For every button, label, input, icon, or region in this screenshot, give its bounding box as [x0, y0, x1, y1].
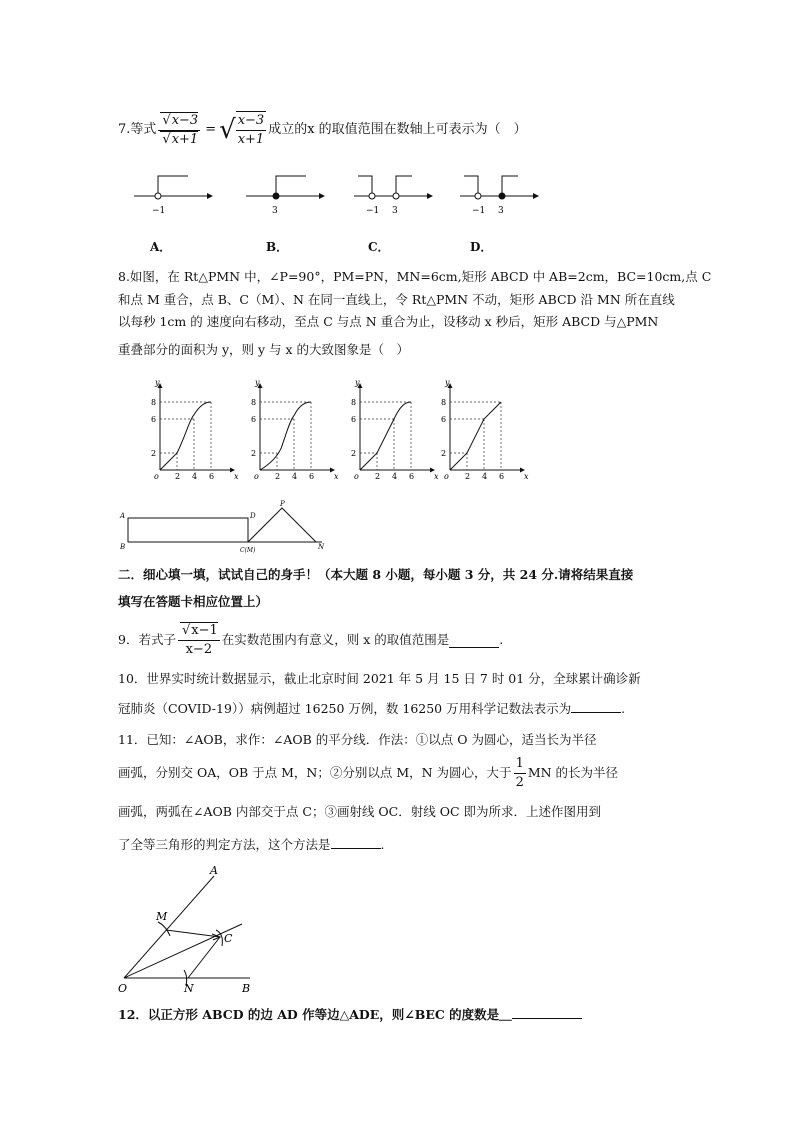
q8-graph-2-ytick-2: 2: [251, 449, 257, 458]
q9-suffix: 在实数范围内有意义，则 x 的取值范围是: [221, 632, 450, 647]
q8-graph-3-ytick-2: 2: [351, 449, 357, 458]
q8-graph-4-xtick-1: 2: [465, 472, 471, 481]
q8-graph-3-xtick-3: 6: [409, 472, 415, 481]
q8-graph-2-ytick-0: 8: [251, 398, 257, 407]
q11-line1: 11．已知：∠AOB，求作：∠AOB 的平分线．作法：①以点 O 为圆心，适当长为半径: [118, 732, 597, 747]
q8-option-graphs: [140, 378, 530, 486]
q7-rhs-den: x+1: [237, 132, 265, 147]
q12-text: 12．以正方形 ABCD 的边 AD 作等边△ADE，则∠BEC 的度数是＿: [118, 1007, 512, 1022]
fig8-label-p: P: [280, 500, 285, 508]
q7-option-d-numberline: [460, 176, 538, 216]
segment-nc: [188, 937, 220, 978]
q10-line2: 冠肺炎（COVID-19））病例超过 16250 万例，数 16250 万用科学记数法表示为: [118, 701, 572, 716]
q8-graph-1-y-label: y: [155, 378, 160, 387]
q8-graph-4-ytick-0: 8: [441, 398, 447, 407]
q8-graph-4-x-label: x: [524, 472, 529, 481]
q8-graph-4-ytick-2: 2: [441, 449, 447, 458]
q11-line4: 了全等三角形的判定方法，这个方法是: [118, 837, 331, 852]
fig8-label-n: N: [318, 543, 325, 551]
q7-lhs-num: √ x−3: [160, 112, 198, 128]
q7-option-a[interactable]: A．: [150, 240, 172, 254]
q8-graph-1-xtick-2: 4: [192, 472, 198, 481]
q11-half-num: 1: [514, 755, 526, 774]
q8-graph-3-ytick-0: 8: [351, 398, 357, 407]
segment-mc: [166, 930, 220, 937]
q8-graph-2-xtick-0: o: [254, 472, 259, 481]
q9-stem: [118, 620, 503, 660]
q11-answer-blank[interactable]: [331, 834, 381, 849]
section2-heading-line2: 填写在答题卡相应位置上）: [118, 594, 269, 609]
q8-graph-3-xtick-2: 4: [392, 472, 398, 481]
q7-d-tick2: 3: [498, 206, 504, 216]
q7-lhs-fraction: [158, 112, 200, 149]
fig8-label-b: B: [120, 543, 126, 551]
q10-answer-blank[interactable]: [571, 698, 621, 713]
q8-graph-4-xtick-0: o: [444, 472, 449, 481]
q12-wrap: [118, 1004, 582, 1024]
q11-figure: [112, 860, 262, 994]
q9-end: .: [499, 632, 504, 647]
q8-graph-2-ytick-1: 6: [251, 415, 257, 424]
q8-figure: [118, 496, 338, 556]
fig8-label-a: A: [120, 512, 126, 520]
q8-graph-2-curve: [260, 402, 311, 470]
q8-line4: 重叠部分的面积为 y，则 y 与 x 的大致图象是（ ）: [118, 342, 410, 357]
q8-graph-1-xtick-3: 6: [209, 472, 215, 481]
q8-graph-2-xtick-3: 6: [309, 472, 315, 481]
q7-suffix: 成立的x 的取值范围在数轴上可表示为（ ）: [268, 122, 527, 137]
q8-line3: 以每秒 1cm 的 速度向右移动，至点 C 与点 N 重合为止，设移动 x 秒后，矩形 ABCD 与△PMN: [118, 314, 659, 329]
q8-graph-3-ytick-1: 6: [351, 415, 357, 424]
q7-number-lines: [120, 168, 540, 228]
q8-graph-1-ytick-1: 6: [151, 415, 157, 424]
q8-graph-2-xtick-1: 2: [275, 472, 281, 481]
fig11-label-o: O: [118, 982, 128, 994]
q7-lhs-den: √ x+1: [160, 131, 198, 147]
q7-option-c-numberline: [354, 176, 432, 216]
q11-line2a: 画弧，分别交 OA，OB 于点 M，N；②分别以点 M，N 为圆心，大于: [118, 765, 512, 780]
q8-graph-4-ytick-1: 6: [441, 415, 447, 424]
q7-option-a-numberline: [134, 176, 212, 216]
q11-line4-wrap: [118, 834, 385, 854]
q10-end: .: [621, 701, 626, 716]
q8-graph-1-ytick-0: 8: [151, 398, 157, 407]
q8-graph-1-curve: [160, 402, 211, 470]
q7-d-tick1: −1: [472, 206, 486, 216]
q7-rhs-num: x−3: [236, 112, 267, 131]
q8-graph-4-curve: [450, 402, 501, 470]
q7-radical-sign: √: [219, 115, 236, 145]
fig11-label-n: N: [184, 982, 194, 994]
fig11-label-c: C: [224, 932, 233, 945]
q7-c-tick2: 3: [392, 206, 398, 216]
q8-graph-4-xtick-2: 4: [482, 472, 488, 481]
q8-graph-1-ytick-2: 2: [151, 449, 157, 458]
q7-option-c[interactable]: C．: [368, 240, 390, 254]
q9-num: √ x−1: [180, 622, 218, 638]
q7-option-b-numberline: [246, 176, 324, 216]
q7-b-tick: 3: [272, 206, 278, 216]
q11-half-fraction: [514, 755, 526, 792]
q7-option-d[interactable]: D．: [470, 240, 493, 254]
q8-graph-3-y-label: y: [355, 378, 360, 387]
q8-graph-4-xtick-3: 6: [499, 472, 505, 481]
q7-a-tick: −1: [152, 206, 166, 216]
q8-graph-2: [251, 378, 339, 481]
q9-fraction: [178, 622, 220, 659]
q8-graph-3-curve: [360, 402, 411, 470]
q8-graph-1-xtick-0: o: [154, 472, 159, 481]
q8-line2: 和点 M 重合，点 B、C（M）、N 在同一直线上，令 Rt△PMN 不动，矩形 ABCD 沿 MN 所在直线: [118, 292, 675, 307]
q11-half-den: 2: [515, 774, 524, 790]
fig11-label-b: B: [242, 982, 251, 994]
q10-line1: 10．世界实时统计数据显示，截止北京时间 2021 年 5 月 15 日 7 时 01 分，全球累计确诊新: [118, 671, 641, 686]
q9-answer-blank[interactable]: [449, 633, 499, 648]
q12-answer-blank[interactable]: [512, 1004, 582, 1019]
q11-line2: [118, 754, 618, 792]
q7-prefix: 7.等式: [118, 122, 157, 137]
q8-line1: 8.如图，在 Rt△PMN 中，∠P=90°，PM=PN，MN=6cm,矩形 ABCD 中 AB=2cm，BC=10cm,点 C: [118, 269, 712, 284]
q7-c-tick1: −1: [366, 206, 380, 216]
fig8-label-cm: C(M): [240, 547, 256, 554]
q7-option-b[interactable]: B．: [266, 240, 289, 254]
q7-stem: [118, 110, 527, 150]
q9-prefix: 9．若式子: [118, 632, 176, 647]
q9-den: x−2: [185, 641, 213, 657]
fig11-label-a: A: [210, 864, 218, 877]
q7-rhs-fraction: [236, 111, 267, 149]
q11-line3: 画弧，两弧在∠AOB 内部交于点 C；③画射线 OC．射线 OC 即为所求．上述作图用到: [118, 804, 601, 819]
q8-graph-1: [151, 378, 239, 481]
fig8-label-d: D: [250, 512, 256, 520]
q8-graph-2-y-label: y: [255, 378, 260, 387]
q11-end: .: [380, 837, 385, 852]
q8-graph-3-xtick-1: 2: [375, 472, 381, 481]
q8-graph-1-x-label: x: [234, 472, 239, 481]
fig11-label-m: M: [156, 910, 168, 923]
q8-graph-1-xtick-1: 2: [175, 472, 181, 481]
section2-heading-line1: 二．细心填一填，试试自己的身手！（本大题 8 小题，每小题 3 分，共 24 分.请将结果直接: [118, 567, 634, 582]
q8-graph-2-xtick-2: 4: [292, 472, 298, 481]
q8-graph-3-xtick-0: o: [354, 472, 359, 481]
q11-line2b: MN 的长为半径: [527, 765, 619, 780]
q8-graph-2-x-label: x: [334, 472, 339, 481]
q8-graph-4: [441, 378, 529, 481]
arc-m: [158, 922, 170, 936]
q8-graph-3-x-label: x: [434, 472, 439, 481]
q8-graph-4-y-label: y: [445, 378, 450, 387]
q7-equals: =: [205, 122, 217, 137]
q8-graph-3: [351, 378, 439, 481]
q10-line2-wrap: [118, 698, 625, 718]
